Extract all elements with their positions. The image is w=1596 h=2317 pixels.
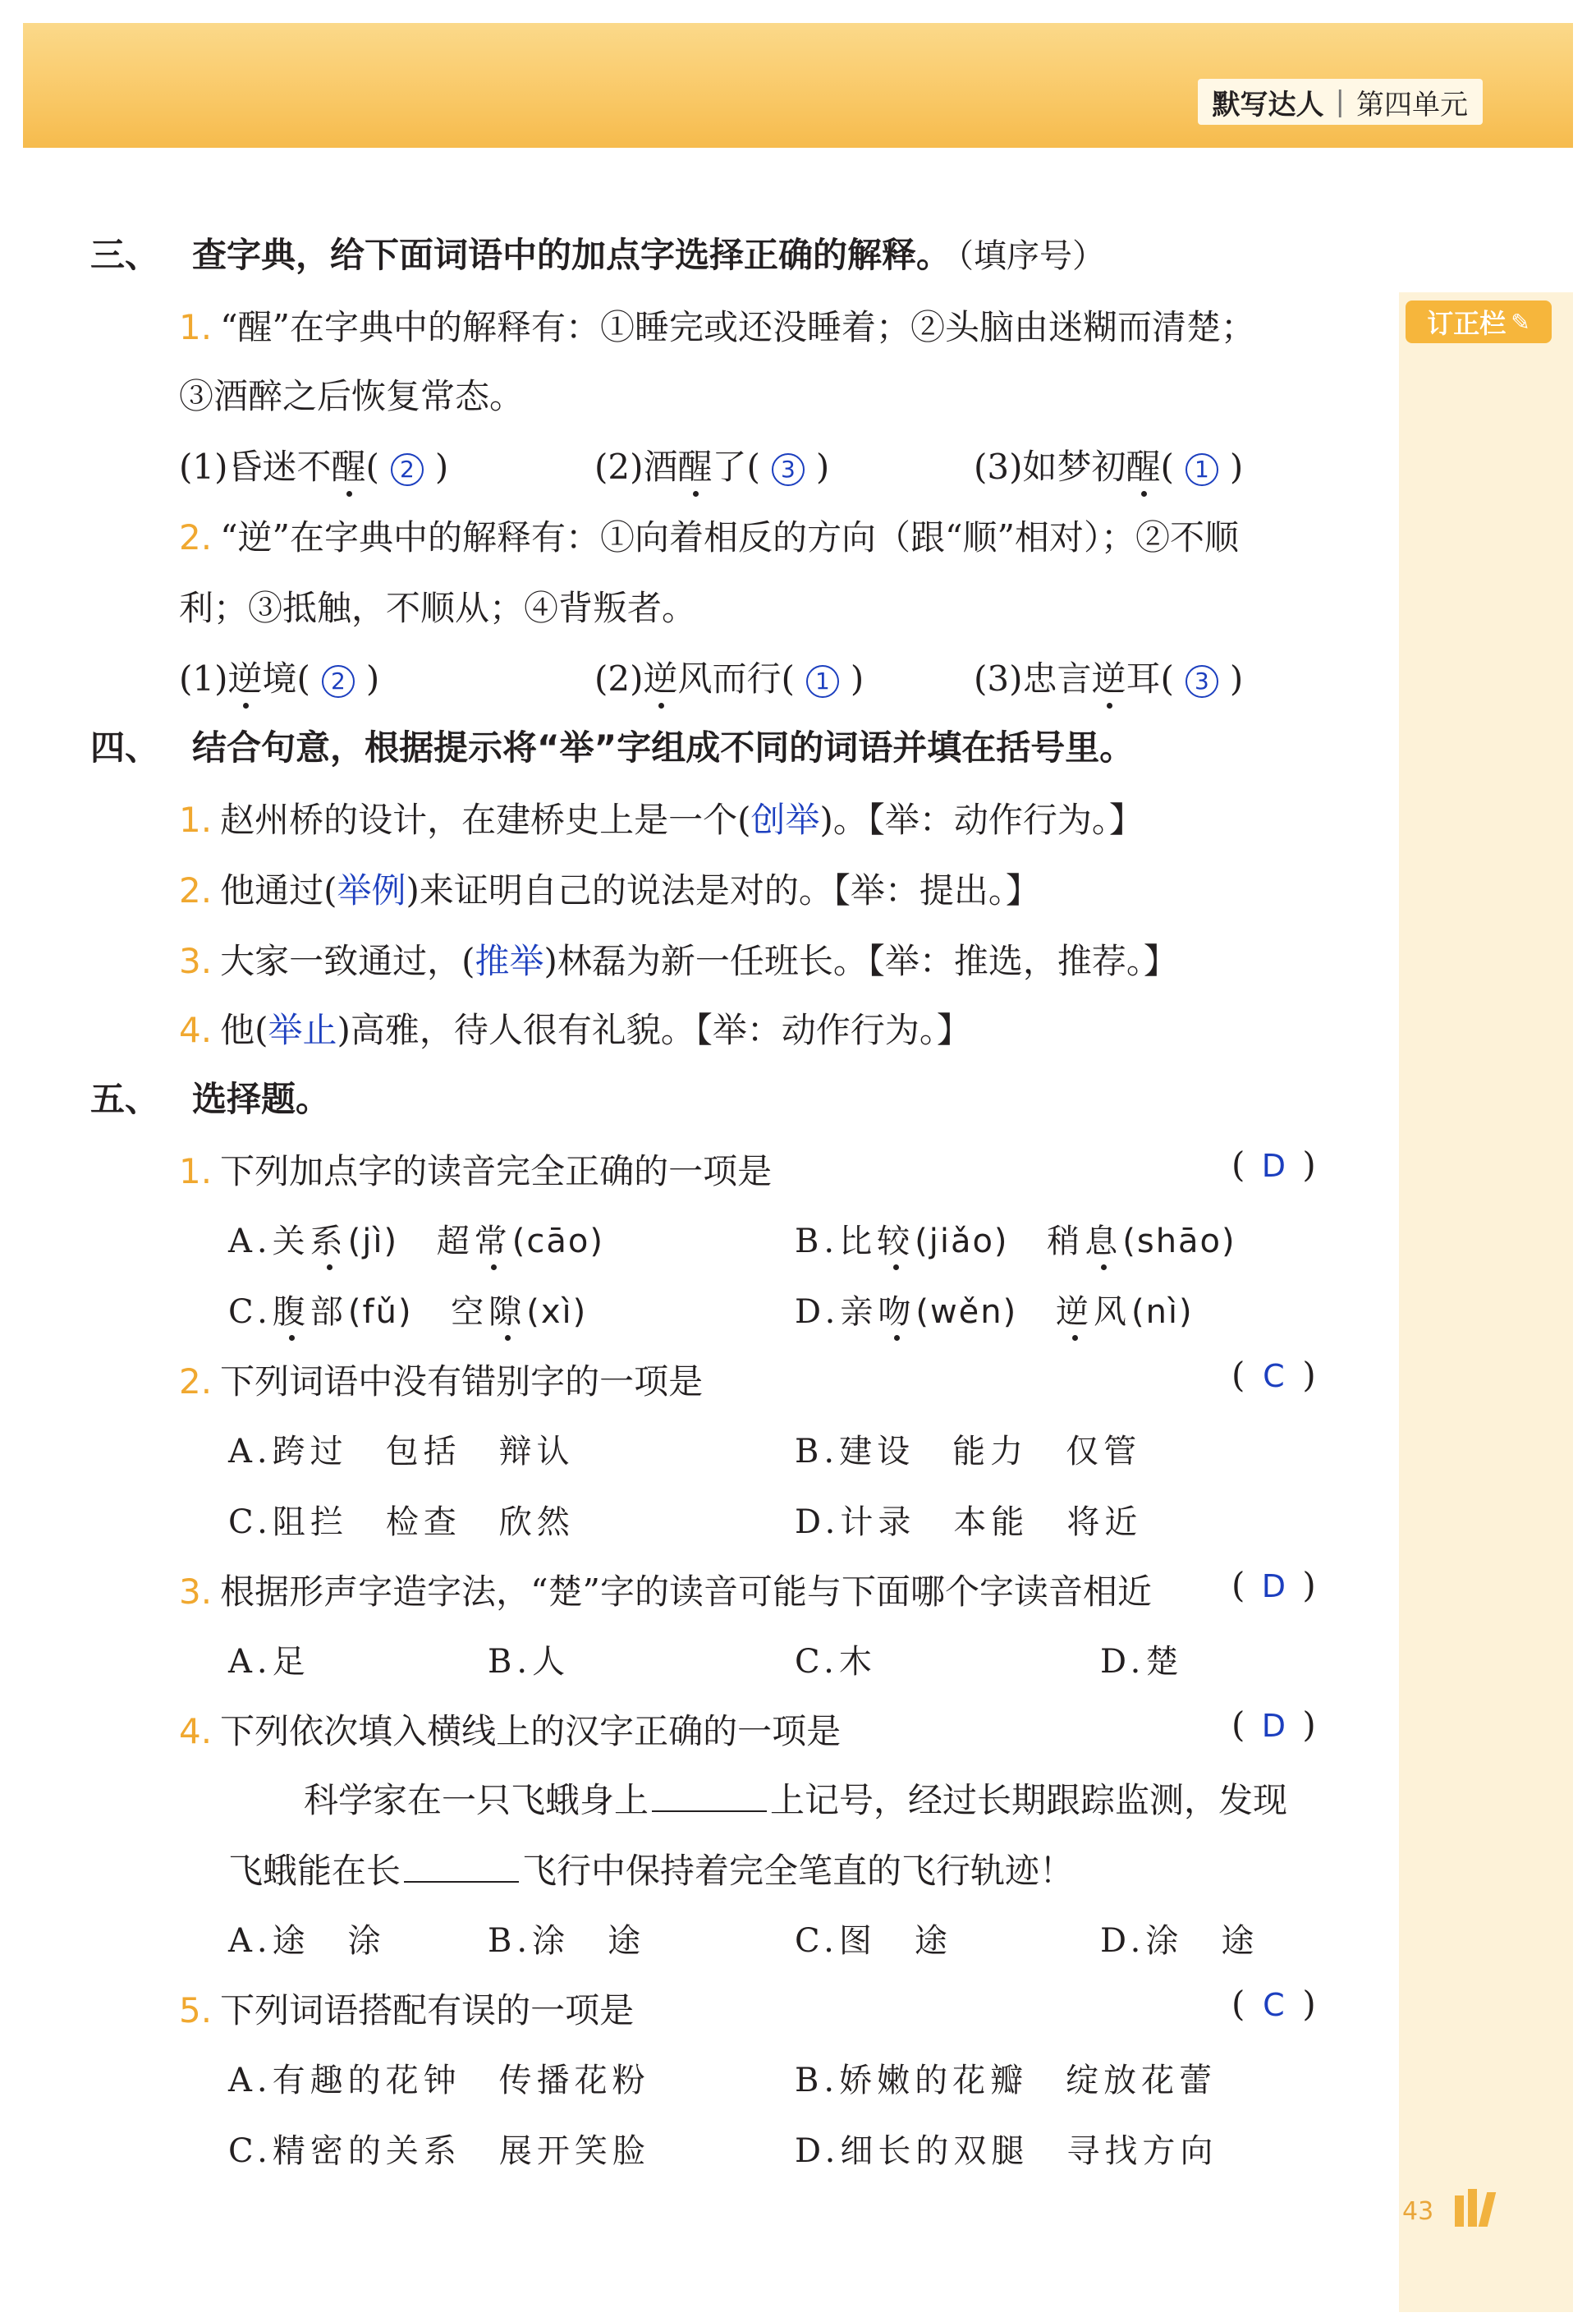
handwritten-answer: 举例 [337, 870, 406, 911]
q3-1-item3 [974, 440, 1243, 489]
pinyin: (shāo) [1122, 1223, 1236, 1260]
paren: ( [1231, 1355, 1245, 1395]
section-3-heading [90, 228, 1105, 278]
section-note: （填序号） [957, 237, 1106, 275]
question-number: 2. [179, 1361, 213, 1402]
question-text: 利；③抵触，不顺从；④背叛者。 [179, 588, 697, 628]
book-stack-icon [1455, 2186, 1504, 2227]
q5-2-option-b: B.建设 能力 仅管 [795, 1433, 1142, 1470]
question-text: 根据形声字造字法，“楚”字的读音可能与下面哪个字读音相近 [220, 1571, 1153, 1612]
paren: ) [1302, 1565, 1316, 1605]
pinyin: (fǔ) [347, 1293, 413, 1331]
dotted-char: 醒 [677, 447, 713, 487]
q3-2-line2 [179, 581, 696, 631]
q5-4-option-d: D.涂 途 [1100, 1922, 1259, 1960]
item-text: (2)酒 [594, 447, 678, 487]
q5-1-stem [179, 1145, 772, 1194]
q5-2-answer-box [1231, 1355, 1316, 1395]
passage-text: 飞蛾能在长 [228, 1851, 401, 1891]
q5-3-option-a: A.足 [228, 1643, 310, 1681]
option-char: 比 [839, 1223, 878, 1260]
q5-4-option-a: A.途 涂 [228, 1922, 386, 1960]
handwritten-answer: 创举 [750, 800, 820, 840]
option-char: 风 [1093, 1293, 1131, 1331]
section-number: 三、 [90, 235, 160, 275]
q5-4-passage-line1 [304, 1773, 1287, 1823]
option-char: 亲 [840, 1293, 878, 1331]
item-text: (1)昏迷不 [179, 447, 332, 487]
question-text: )来证明自己的说法是对的。【举：提出。】 [406, 870, 1040, 911]
section-title: 选择题。 [192, 1079, 331, 1119]
handwritten-answer: C [1263, 1987, 1285, 2023]
tag-separator: | [1335, 85, 1345, 118]
paren: ) [1302, 1704, 1316, 1745]
question-text: 大家一致通过，( [220, 941, 475, 981]
page-number: 43 [1402, 2197, 1434, 2226]
q5-4-stem [179, 1704, 841, 1754]
question-text: 下列依次填入横线上的汉字正确的一项是 [220, 1711, 842, 1751]
answer-circle: 3 [772, 453, 805, 486]
q5-5-option-d: D.细长的双腿 寻找方向 [795, 2132, 1218, 2170]
dotted-char: 隙 [488, 1293, 527, 1331]
pinyin: (cāo) [511, 1223, 604, 1260]
option-letter: C. [228, 1293, 273, 1331]
q5-1-answer-box [1231, 1145, 1316, 1185]
item-text: (3)忠言 [974, 658, 1092, 699]
pinyin: (jì) [347, 1223, 399, 1260]
dotted-char: 逆 [643, 658, 678, 699]
section-5-heading [90, 1072, 330, 1122]
question-text: )。【举：动作行为。】 [819, 800, 1144, 840]
dotted-char: 逆 [1091, 658, 1126, 699]
dotted-char: 逆 [1055, 1293, 1094, 1331]
paren: ) [1302, 1355, 1316, 1395]
q3-1-item1 [179, 440, 448, 489]
q4-2 [179, 864, 1040, 913]
dotted-char: 常 [474, 1223, 512, 1260]
question-number: 3. [179, 941, 213, 981]
q5-3-answer-box [1231, 1565, 1316, 1605]
q5-2-option-d: D.计录 本能 将近 [795, 1503, 1143, 1541]
question-text: 他( [220, 1010, 268, 1050]
brand-label: 默写达人 [1212, 88, 1324, 122]
pinyin: (jiǎo) [915, 1223, 1009, 1260]
answer-circle: 3 [1186, 665, 1218, 698]
q4-4 [179, 1003, 971, 1053]
paren: ( [1231, 1145, 1245, 1185]
q5-5-option-c: C.精密的关系 展开笑脸 [228, 2132, 650, 2170]
handwritten-answer: 推举 [475, 941, 544, 981]
question-text: )高雅，待人很有礼貌。【举：动作行为。】 [337, 1010, 971, 1050]
handwritten-answer: C [1263, 1358, 1285, 1394]
option-char: 空 [451, 1293, 489, 1331]
passage-text: 上记号，经过长期跟踪监测，发现 [770, 1780, 1288, 1820]
q3-2-line1 [179, 511, 1239, 560]
q5-3-stem [179, 1565, 1152, 1614]
q4-3 [179, 934, 1178, 984]
dotted-char: 息 [1085, 1223, 1123, 1260]
q4-1 [179, 793, 1144, 842]
q5-2-stem [179, 1355, 703, 1404]
correction-tab-label: 订正栏 [1427, 308, 1507, 339]
fill-blank [404, 1853, 519, 1883]
fill-blank [652, 1782, 767, 1812]
q5-5-answer-box [1231, 1984, 1316, 2024]
question-number: 1. [179, 307, 213, 347]
q5-1-option-b [795, 1215, 1236, 1262]
option-char: 部 [310, 1293, 348, 1331]
question-text: 赵州桥的设计，在建桥史上是一个( [220, 800, 751, 840]
q3-2-item3 [974, 652, 1243, 701]
section-title: 结合句意，根据提示将“举”字组成不同的词语并填在括号里。 [192, 727, 1135, 768]
handwritten-answer: D [1261, 1708, 1286, 1744]
paren: ) [1302, 1984, 1316, 2024]
handwritten-answer: D [1261, 1568, 1286, 1604]
item-text: ) [815, 447, 830, 487]
q3-1-line1 [179, 301, 1255, 350]
question-number: 3. [179, 1571, 213, 1612]
paren: ( [1231, 1704, 1245, 1745]
option-letter: D. [795, 1293, 841, 1331]
q5-4-option-c: C.图 途 [795, 1922, 952, 1960]
section-title: 查字典，给下面词语中的加点字选择正确的解释。 [192, 235, 952, 275]
question-text: 下列词语搭配有误的一项是 [220, 1990, 635, 2030]
item-text: ) [434, 447, 449, 487]
question-text: ③酒醉之后恢复常态。 [179, 376, 525, 416]
item-text: (3)如梦初 [974, 447, 1126, 487]
q5-3-option-c: C.木 [795, 1643, 877, 1681]
unit-label: 第四单元 [1356, 88, 1468, 122]
answer-circle: 2 [322, 665, 355, 698]
paren: ( [1231, 1984, 1245, 2024]
q3-2-item1 [179, 652, 379, 701]
item-text: ( [1160, 447, 1174, 487]
question-text: “逆”在字典中的解释有：①向着相反的方向（跟“顺”相对）；②不顺 [220, 517, 1239, 557]
option-letter: A. [228, 1223, 273, 1260]
pinyin: (nì) [1130, 1293, 1194, 1331]
dotted-char: 逆 [227, 658, 263, 699]
item-text: ) [1229, 447, 1244, 487]
handwritten-answer: D [1261, 1148, 1286, 1184]
q3-1-line2 [179, 369, 524, 419]
q5-2-option-a: A.跨过 包括 辩认 [228, 1433, 575, 1470]
paren: ( [1231, 1565, 1245, 1605]
item-text: (2) [594, 658, 644, 699]
item-text: 了( [712, 447, 760, 487]
question-number: 4. [179, 1711, 213, 1751]
passage-text: 飞行中保持着完全笔直的飞行轨迹！ [522, 1851, 1075, 1891]
item-text: (1) [179, 658, 228, 699]
question-number: 1. [179, 1151, 213, 1191]
q5-5-stem [179, 1984, 634, 2033]
q5-5-option-b: B.娇嫩的花瓣 绽放花蕾 [795, 2062, 1218, 2099]
dotted-char: 吻 [878, 1293, 916, 1331]
answer-circle: 1 [1186, 453, 1218, 486]
item-text: ) [850, 658, 864, 699]
item-text: 风而行( [677, 658, 795, 699]
dotted-char: 醒 [331, 447, 366, 487]
section-4-heading [90, 721, 1134, 770]
item-text: ( [365, 447, 379, 487]
question-text: “醒”在字典中的解释有：①睡完或还没睡着；②头脑由迷糊而清楚； [220, 307, 1256, 347]
q5-3-option-d: D.楚 [1100, 1643, 1184, 1681]
pencil-icon: ✎ [1511, 308, 1530, 336]
q5-3-option-b: B.人 [488, 1643, 571, 1681]
passage-text: 科学家在一只飞蛾身上 [304, 1780, 649, 1820]
option-char: 超 [436, 1223, 475, 1260]
question-number: 4. [179, 1010, 213, 1050]
dotted-char: 较 [877, 1223, 915, 1260]
item-text: 境( [262, 658, 310, 699]
q5-4-answer-box [1231, 1704, 1316, 1745]
answer-circle: 2 [391, 453, 424, 486]
handwritten-answer: 举止 [268, 1010, 337, 1050]
q5-4-option-b: B.涂 途 [488, 1922, 646, 1960]
question-text: 下列加点字的读音完全正确的一项是 [220, 1151, 773, 1191]
option-char: 关 [272, 1223, 310, 1260]
option-char: 稍 [1047, 1223, 1085, 1260]
item-text: ) [1229, 658, 1244, 699]
q3-1-item2 [594, 440, 829, 489]
dotted-char: 腹 [272, 1293, 310, 1331]
question-number: 5. [179, 1990, 213, 2030]
q5-2-option-c: C.阻拦 检查 欣然 [228, 1503, 575, 1541]
pinyin: (wěn) [915, 1293, 1018, 1331]
q5-1-option-d [795, 1286, 1194, 1333]
page-header [23, 23, 1573, 148]
answer-circle: 1 [806, 665, 839, 698]
question-number: 2. [179, 517, 213, 557]
question-text: 他通过( [220, 870, 337, 911]
question-number: 2. [179, 870, 213, 911]
paren: ) [1302, 1145, 1316, 1185]
correction-column [1399, 292, 1573, 2312]
dotted-char: 醒 [1126, 447, 1161, 487]
dotted-char: 系 [310, 1223, 348, 1260]
item-text: ) [365, 658, 380, 699]
q3-2-item2 [594, 652, 864, 701]
question-text: )林磊为新一任班长。【举：推选，推荐。】 [543, 941, 1178, 981]
question-text: 下列词语中没有错别字的一项是 [220, 1361, 704, 1402]
q5-4-passage-line2 [228, 1844, 1074, 1893]
option-letter: B. [795, 1223, 840, 1260]
section-number: 五、 [90, 1079, 160, 1119]
section-number: 四、 [90, 727, 160, 768]
item-text: 耳( [1126, 658, 1174, 699]
q5-1-option-c [228, 1286, 587, 1333]
correction-tab [1406, 301, 1552, 343]
question-number: 1. [179, 800, 213, 840]
q5-1-option-a [228, 1215, 604, 1262]
unit-tag [1198, 79, 1483, 125]
pinyin: (xì) [526, 1293, 588, 1331]
q5-5-option-a: A.有趣的花钟 传播花粉 [228, 2062, 650, 2099]
